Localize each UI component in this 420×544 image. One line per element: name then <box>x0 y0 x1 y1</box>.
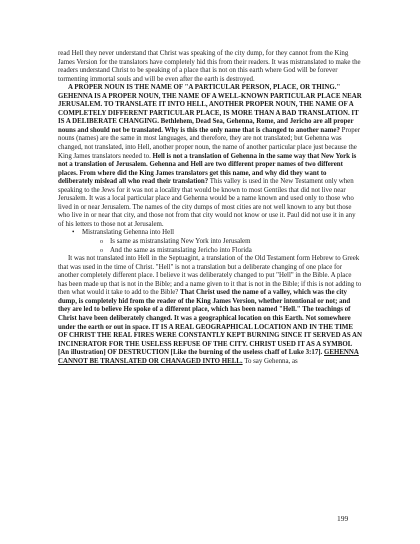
sub-bullet-list <box>82 238 362 255</box>
document-page <box>58 50 362 366</box>
paragraph-3-text-a: It was not translated into Hell in the Septuagint, a translation of the Old Testament form Hebrew to Greek that was used in the time of Christ. "Hell" is not a translation but a deliberate changing of one place for another completely different place. I believe it was deliberately changed to put "Hell" in the Bible. A place has been made up that is not in the Bible; and a name given to it that is not in the Bible; if this is not adding to then what would it take to add to the Bible? <box>58 255 362 297</box>
paragraph-2-text-a: Proper nouns (names) are the same in most languages, and therefore, they are not translated; but Gehenna was changed, not translated, into Hell, another proper noun, the name of another particular place just because the King James translators needed to. <box>58 126 361 160</box>
paragraph-3-text-b: To say Gehenna, as <box>242 357 298 365</box>
paragraph-2-text-b: This valley is used in the New Testament only when speaking to the Jews for it was not a locality that would be known to most Gentiles that did not live near Jerusalem. It was a local particular place and Gehenna would be a name known and used only to those who lived in or near Jerusalem. The names of the city dumps of most cities are not well known to any but those who live in or near that city, and those not from that city would not know or use it. Paul did not use it in any of his letters to those not at Jerusalem. <box>58 178 356 228</box>
proper-noun-statement: A PROPER NOUN IS THE NAME OF "A PARTICULAR PERSON, PLACE, OR THING." GEHENNA IS A PROPER NOUN, THE NAME OF A WELL-KNOWN PARTICULAR PLACE NEAR JERUSALEM. TO TRANSLATE IT INTO HELL, ANOTHER PROPER NOUN, THE NAME OF A COMPLETELY DIFFERENT PARTICULAR PLACE, IS MORE THAN A BAD TRANSLATION. IT IS A DELIBERATE CHANGING. Bethlehem, Dead Sea, Gehenna, Rome, and Jericho are all proper nouns and should not be translated. Why is this the only name that is changed to another name? <box>58 84 362 134</box>
paragraph-1: read Hell they never understand that Christ was speaking of the city dump, for they cannot from the King James Version for the translators have completely hid this from their readers. It was mistranslated to make the readers understand Christ to be speaking of a place that is not on this earth where God will be forever tormenting immortal souls and will be even after the earth is destroyed. <box>58 50 361 83</box>
paragraph-2 <box>58 84 362 229</box>
bullet-list <box>58 229 362 255</box>
paragraph-3 <box>58 255 362 366</box>
list-item <box>72 229 362 255</box>
list-item: o And the same as mistranslating Jericho into Florida <box>100 247 362 256</box>
bullet-text: Mistranslating Gehenna into Hell <box>82 229 175 237</box>
page-number: 199 <box>337 514 349 523</box>
christ-used-valley-statement: That Christ used the name of a valley, which was the city dump, is completely hid from the reader of the King James Version, whether intentional or not; and they are led to believe He spoke of a different place, which has been named "Hell." The teachings of Christ have been deliberately changed. It was a geographical location on this Earth. Not somewhere under the earth or out in space. IT IS A REAL GEOGRAPHICAL LOCATION AND IN THE TIME OF CHRIST THE REAL FIRES WERE CONSTANTLY KEPT BURNING SINCE IT SERVED AS AN INCINERATOR FOR THE USELESS REFUSE OF THE CITY. CHRIST USED IT AS A SYMBOL [An illustration] OF DESTRUCTION [Like the burning of the useless chaff of Luke 3:17]. <box>58 289 362 357</box>
list-item: o Is same as mistranslating New York into Jerusalem <box>100 238 362 247</box>
hell-not-translation-statement: Hell is not a translation of Gehenna in the same way that New York is not a translation of Jerusalem. Gehenna and Hell are two different proper names of two different places. From where did the King James translators get this name, and why did they want to deliberately mislead all who read their translation? <box>58 152 357 186</box>
gehenna-cannot-be-translated-statement: GEHENNA CANNOT BE TRANSLATED OR CHANAGED INTO HELL. <box>58 349 359 365</box>
